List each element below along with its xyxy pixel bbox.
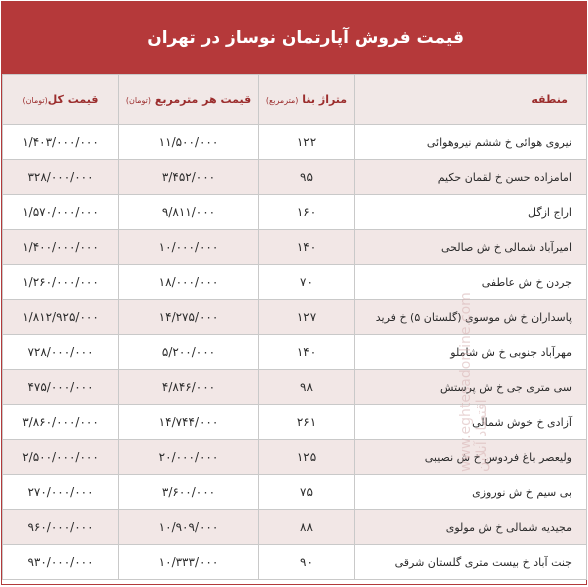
- table-row: [3, 440, 587, 475]
- cell-size: ۱۴۰: [259, 335, 355, 370]
- table-row: [3, 125, 587, 160]
- table-row: [3, 195, 587, 230]
- cell-area: امامزاده حسن خ لقمان حکیم: [355, 160, 587, 195]
- cell-price-per-meter: ۹/۸۱۱/۰۰۰: [119, 195, 259, 230]
- table-header-row: [3, 75, 587, 125]
- page-title: قیمت فروش آپارتمان نوساز در تهران: [2, 2, 586, 74]
- table-body: [3, 125, 587, 580]
- cell-price-per-meter: ۳/۶۰۰/۰۰۰: [119, 475, 259, 510]
- cell-area: مجیدیه شمالی خ ش مولوی: [355, 510, 587, 545]
- cell-total-price: ۹۳۰/۰۰۰/۰۰۰: [3, 545, 119, 580]
- cell-total-price: ۴۷۵/۰۰۰/۰۰۰: [3, 370, 119, 405]
- cell-size: ۷۵: [259, 475, 355, 510]
- table-row: [3, 160, 587, 195]
- table-row: [3, 265, 587, 300]
- cell-size: ۱۲۲: [259, 125, 355, 160]
- cell-price-per-meter: ۲۰/۰۰۰/۰۰۰: [119, 440, 259, 475]
- table-row: [3, 405, 587, 440]
- cell-total-price: ۱/۴۰۳/۰۰۰/۰۰۰: [3, 125, 119, 160]
- cell-size: ۱۶۰: [259, 195, 355, 230]
- cell-area: بی سیم خ ش نوروزی: [355, 475, 587, 510]
- cell-total-price: ۱/۵۷۰/۰۰۰/۰۰۰: [3, 195, 119, 230]
- table-row: [3, 230, 587, 265]
- header-size: متراژ بنا (مترمربع): [259, 75, 355, 125]
- cell-price-per-meter: ۱۰/۹۰۹/۰۰۰: [119, 510, 259, 545]
- cell-price-per-meter: ۳/۴۵۲/۰۰۰: [119, 160, 259, 195]
- cell-price-per-meter: ۴/۸۴۶/۰۰۰: [119, 370, 259, 405]
- price-table-card: [1, 1, 587, 585]
- table-row: [3, 300, 587, 335]
- cell-area: جردن خ ش عاطفی: [355, 265, 587, 300]
- cell-total-price: ۱/۸۱۲/۹۲۵/۰۰۰: [3, 300, 119, 335]
- cell-total-price: ۲/۵۰۰/۰۰۰/۰۰۰: [3, 440, 119, 475]
- cell-area: اراج ازگل: [355, 195, 587, 230]
- cell-price-per-meter: ۱۰/۰۰۰/۰۰۰: [119, 230, 259, 265]
- cell-area: امیرآباد شمالی خ ش صالحی: [355, 230, 587, 265]
- cell-price-per-meter: ۱۸/۰۰۰/۰۰۰: [119, 265, 259, 300]
- cell-size: ۲۶۱: [259, 405, 355, 440]
- watermark-text: اقتصاد آنلاین: [474, 399, 490, 472]
- cell-size: ۹۰: [259, 545, 355, 580]
- table-row: [3, 510, 587, 545]
- header-price-per-meter: قیمت هر مترمربع (تومان): [119, 75, 259, 125]
- watermark-url: www.eghtesadonline.com: [458, 292, 474, 472]
- cell-total-price: ۳۲۸/۰۰۰/۰۰۰: [3, 160, 119, 195]
- table-row: [3, 335, 587, 370]
- table-row: [3, 545, 587, 580]
- price-table: [2, 74, 587, 580]
- cell-area: نیروی هوائی خ ششم نیروهوائی: [355, 125, 587, 160]
- cell-area: پاسداران خ ش موسوی (گلستان ۵) خ فرید: [355, 300, 587, 335]
- cell-total-price: ۱/۲۶۰/۰۰۰/۰۰۰: [3, 265, 119, 300]
- cell-total-price: ۳/۸۶۰/۰۰۰/۰۰۰: [3, 405, 119, 440]
- cell-total-price: ۲۷۰/۰۰۰/۰۰۰: [3, 475, 119, 510]
- cell-size: ۸۸: [259, 510, 355, 545]
- cell-area: آزادی خ خوش شمالی: [355, 405, 587, 440]
- cell-area: جنت آباد خ بیست متری گلستان شرقی: [355, 545, 587, 580]
- cell-total-price: ۹۶۰/۰۰۰/۰۰۰: [3, 510, 119, 545]
- cell-size: ۹۵: [259, 160, 355, 195]
- cell-price-per-meter: ۱۰/۳۳۳/۰۰۰: [119, 545, 259, 580]
- cell-total-price: ۱/۴۰۰/۰۰۰/۰۰۰: [3, 230, 119, 265]
- cell-price-per-meter: ۱۱/۵۰۰/۰۰۰: [119, 125, 259, 160]
- cell-size: ۱۴۰: [259, 230, 355, 265]
- cell-area: ولیعصر باغ فردوس خ ش نصیبی: [355, 440, 587, 475]
- cell-size: ۷۰: [259, 265, 355, 300]
- cell-price-per-meter: ۱۴/۲۷۵/۰۰۰: [119, 300, 259, 335]
- cell-price-per-meter: ۱۴/۷۴۴/۰۰۰: [119, 405, 259, 440]
- header-area: منطقه: [355, 75, 587, 125]
- table-row: [3, 475, 587, 510]
- cell-size: ۹۸: [259, 370, 355, 405]
- cell-area: مهرآباد جنوبی خ ش شاملو: [355, 335, 587, 370]
- cell-total-price: ۷۲۸/۰۰۰/۰۰۰: [3, 335, 119, 370]
- cell-size: ۱۲۷: [259, 300, 355, 335]
- cell-size: ۱۲۵: [259, 440, 355, 475]
- cell-area: سی متری جی خ ش پرستش: [355, 370, 587, 405]
- cell-price-per-meter: ۵/۲۰۰/۰۰۰: [119, 335, 259, 370]
- table-row: [3, 370, 587, 405]
- header-total-price: قیمت کل(تومان): [3, 75, 119, 125]
